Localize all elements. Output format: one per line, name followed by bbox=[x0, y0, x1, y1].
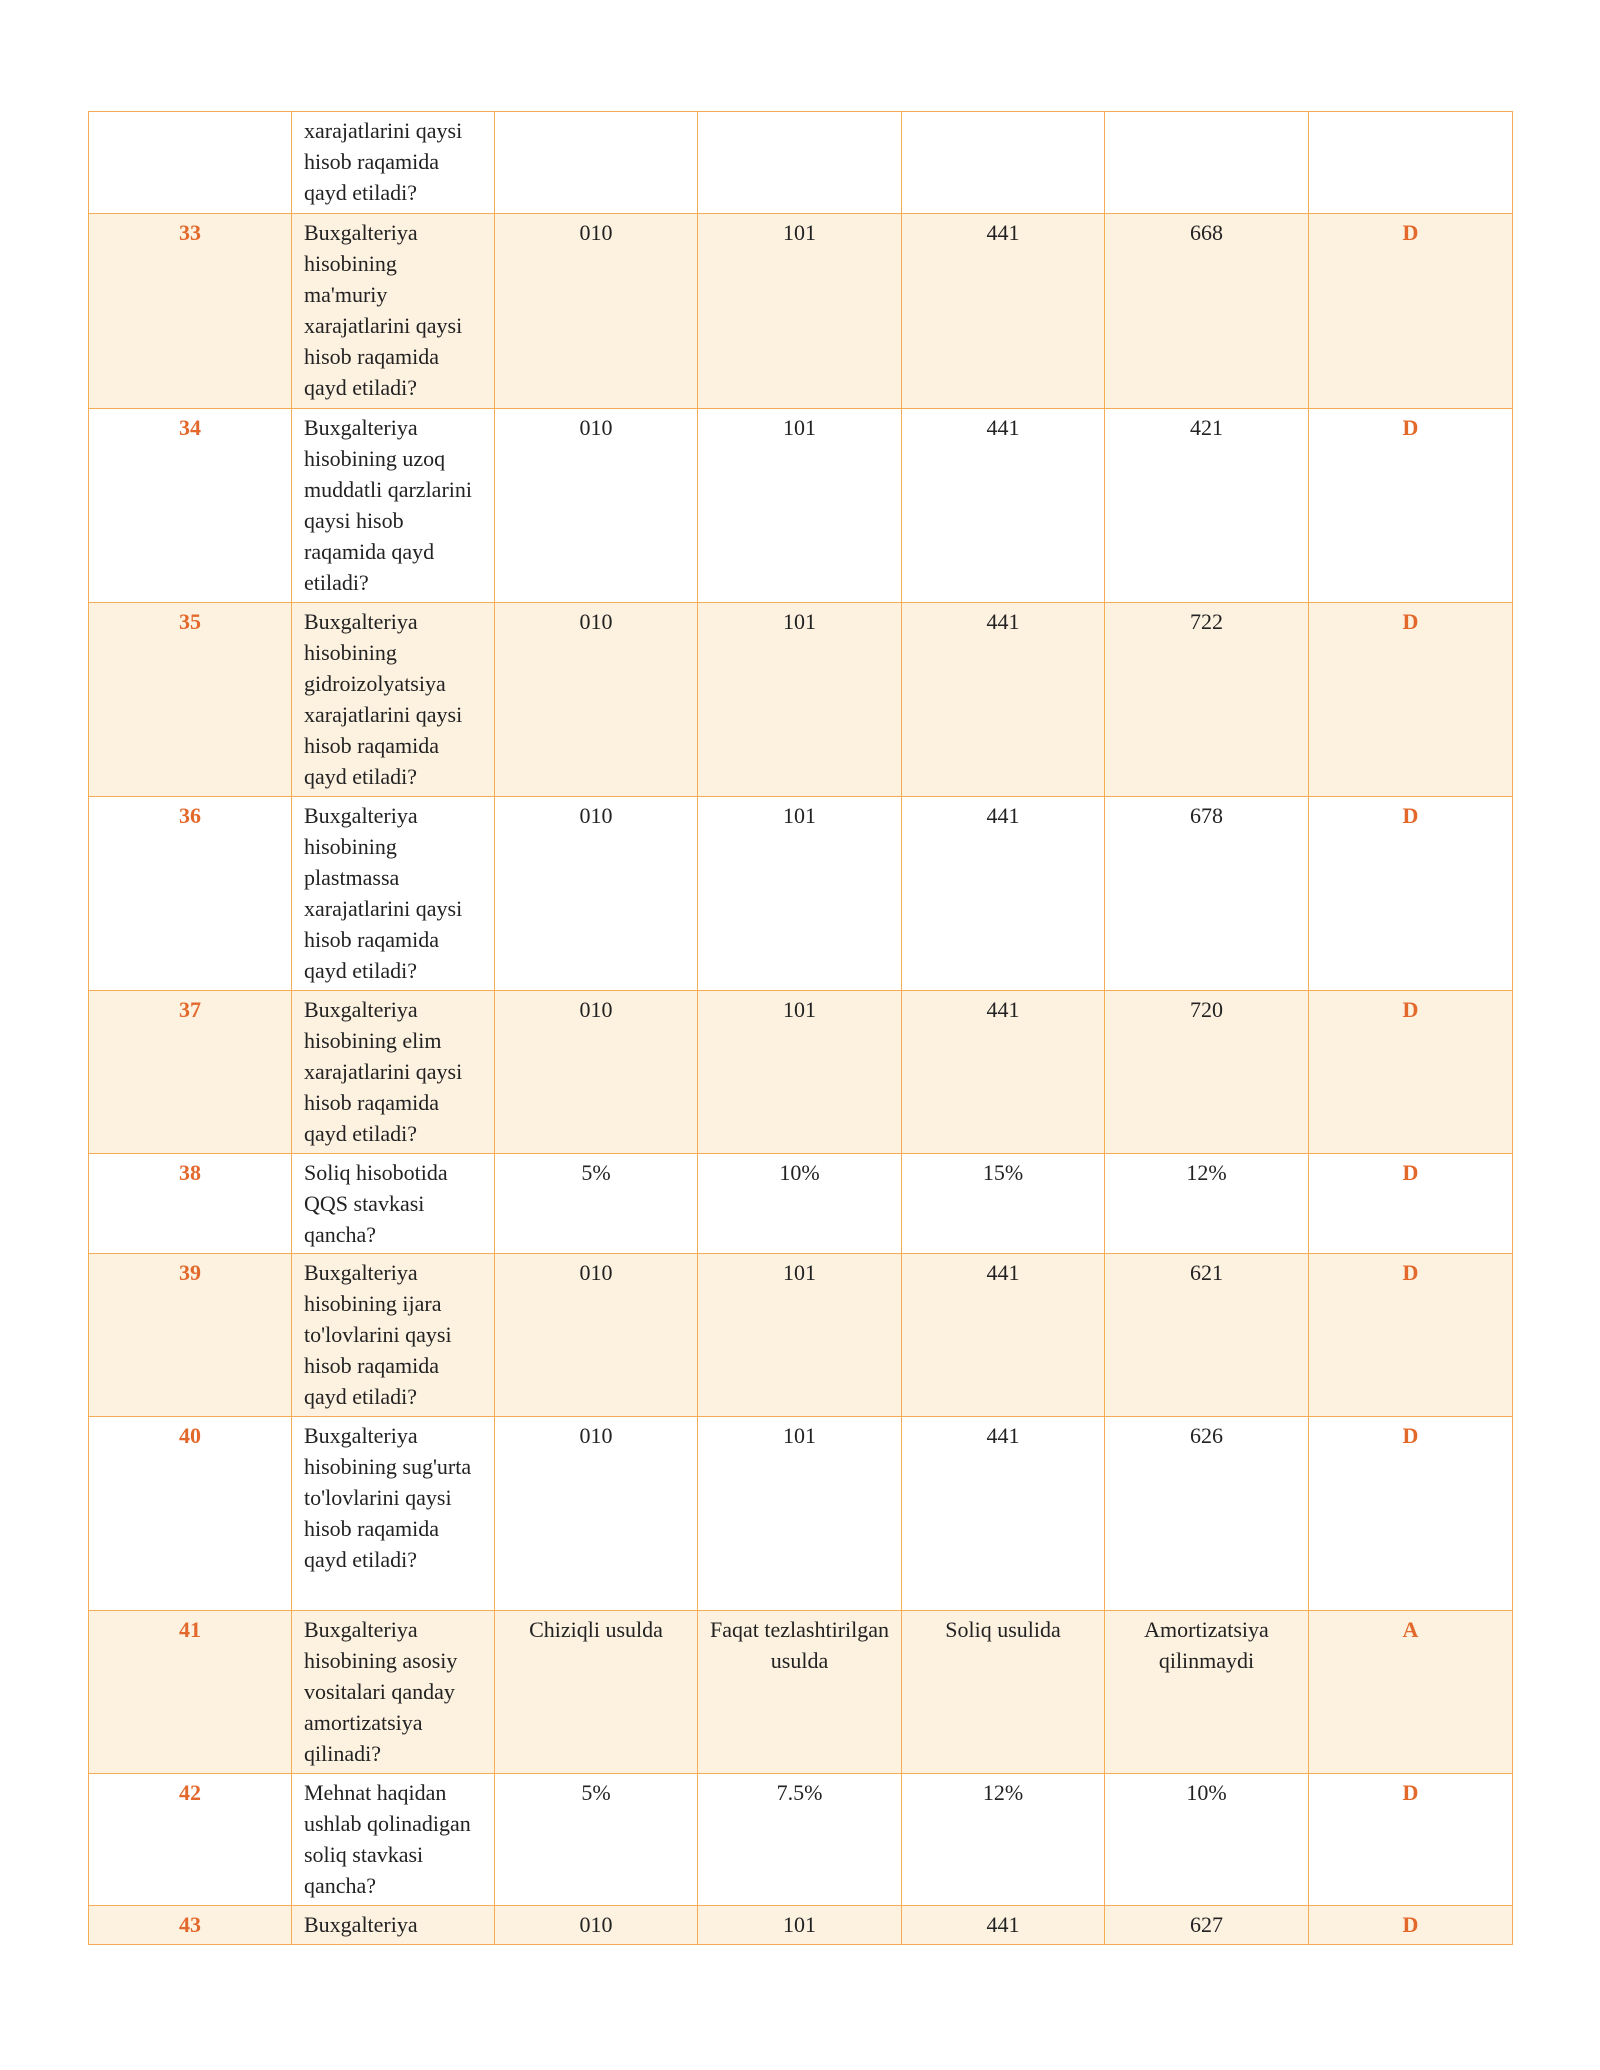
option-c: 12% bbox=[902, 1774, 1105, 1906]
option-c bbox=[902, 112, 1105, 214]
question-text: Buxgalteriya hisobining asosiy vositalari qanday amortizatsiya qilinadi? bbox=[292, 1611, 495, 1774]
table-row bbox=[89, 1154, 1513, 1254]
option-c: 441 bbox=[902, 797, 1105, 991]
question-number: 43 bbox=[89, 1906, 292, 1945]
question-text: Buxgalteriya hisobining ma'muriy xarajatlarini qaysi hisob raqamida qayd etiladi? bbox=[292, 214, 495, 409]
question-number: 37 bbox=[89, 991, 292, 1154]
question-number: 35 bbox=[89, 603, 292, 797]
option-d: 626 bbox=[1105, 1417, 1309, 1611]
question-text: Buxgalteriya hisobining ijara to'lovlarini qaysi hisob raqamida qayd etiladi? bbox=[292, 1254, 495, 1417]
question-text: Buxgalteriya hisobining elim xarajatlarini qaysi hisob raqamida qayd etiladi? bbox=[292, 991, 495, 1154]
option-c: 441 bbox=[902, 409, 1105, 603]
correct-answer: D bbox=[1309, 409, 1513, 603]
table-row bbox=[89, 112, 1513, 214]
option-d: 12% bbox=[1105, 1154, 1309, 1254]
option-c: 441 bbox=[902, 991, 1105, 1154]
option-d: 627 bbox=[1105, 1906, 1309, 1945]
correct-answer: D bbox=[1309, 1774, 1513, 1906]
option-b: 101 bbox=[698, 214, 902, 409]
question-number: 38 bbox=[89, 1154, 292, 1254]
question-table bbox=[88, 111, 1513, 1945]
option-a: 010 bbox=[495, 1254, 698, 1417]
option-c: 441 bbox=[902, 603, 1105, 797]
option-a: Chiziqli usulda bbox=[495, 1611, 698, 1774]
option-d: 678 bbox=[1105, 797, 1309, 991]
option-b: 101 bbox=[698, 991, 902, 1154]
table-row bbox=[89, 797, 1513, 991]
table-row bbox=[89, 1417, 1513, 1611]
question-number: 33 bbox=[89, 214, 292, 409]
correct-answer: D bbox=[1309, 603, 1513, 797]
option-a: 010 bbox=[495, 1417, 698, 1611]
option-b: 101 bbox=[698, 1254, 902, 1417]
question-text: Mehnat haqidan ushlab qolinadigan soliq stavkasi qancha? bbox=[292, 1774, 495, 1906]
table-row bbox=[89, 1906, 1513, 1945]
option-d bbox=[1105, 112, 1309, 214]
option-c: 15% bbox=[902, 1154, 1105, 1254]
table-row bbox=[89, 409, 1513, 603]
option-d: 720 bbox=[1105, 991, 1309, 1154]
option-a: 010 bbox=[495, 797, 698, 991]
question-number: 36 bbox=[89, 797, 292, 991]
option-c: 441 bbox=[902, 214, 1105, 409]
question-text: Buxgalteriya hisobining sug'urta to'lovlarini qaysi hisob raqamida qayd etiladi? bbox=[292, 1417, 495, 1611]
option-a bbox=[495, 112, 698, 214]
table-row bbox=[89, 1254, 1513, 1417]
question-text: xarajatlarini qaysi hisob raqamida qayd etiladi? bbox=[292, 112, 495, 214]
option-b: 101 bbox=[698, 1417, 902, 1611]
question-text: Soliq hisobotida QQS stavkasi qancha? bbox=[292, 1154, 495, 1254]
question-text: Buxgalteriya bbox=[292, 1906, 495, 1945]
correct-answer: D bbox=[1309, 1906, 1513, 1945]
correct-answer: D bbox=[1309, 797, 1513, 991]
option-a: 5% bbox=[495, 1154, 698, 1254]
correct-answer: D bbox=[1309, 1254, 1513, 1417]
option-a: 010 bbox=[495, 409, 698, 603]
option-d: 722 bbox=[1105, 603, 1309, 797]
table-row bbox=[89, 1774, 1513, 1906]
option-a: 010 bbox=[495, 603, 698, 797]
question-number: 41 bbox=[89, 1611, 292, 1774]
option-b: 7.5% bbox=[698, 1774, 902, 1906]
question-text: Buxgalteriya hisobining uzoq muddatli qarzlarini qaysi hisob raqamida qayd etiladi? bbox=[292, 409, 495, 603]
question-number: 39 bbox=[89, 1254, 292, 1417]
option-b: 101 bbox=[698, 409, 902, 603]
option-c: 441 bbox=[902, 1254, 1105, 1417]
table-row bbox=[89, 603, 1513, 797]
question-number: 34 bbox=[89, 409, 292, 603]
correct-answer bbox=[1309, 112, 1513, 214]
option-c: Soliq usulida bbox=[902, 1611, 1105, 1774]
option-d: 621 bbox=[1105, 1254, 1309, 1417]
option-c: 441 bbox=[902, 1417, 1105, 1611]
correct-answer: D bbox=[1309, 991, 1513, 1154]
option-d: 421 bbox=[1105, 409, 1309, 603]
option-a: 010 bbox=[495, 1906, 698, 1945]
option-c: 441 bbox=[902, 1906, 1105, 1945]
option-b bbox=[698, 112, 902, 214]
table-row bbox=[89, 991, 1513, 1154]
option-a: 010 bbox=[495, 991, 698, 1154]
option-d: 668 bbox=[1105, 214, 1309, 409]
correct-answer: D bbox=[1309, 214, 1513, 409]
option-b: 101 bbox=[698, 1906, 902, 1945]
option-b: 10% bbox=[698, 1154, 902, 1254]
question-number bbox=[89, 112, 292, 214]
option-d: Amortizatsiya qilinmaydi bbox=[1105, 1611, 1309, 1774]
question-text: Buxgalteriya hisobining plastmassa xarajatlarini qaysi hisob raqamida qayd etiladi? bbox=[292, 797, 495, 991]
correct-answer: D bbox=[1309, 1417, 1513, 1611]
question-number: 40 bbox=[89, 1417, 292, 1611]
question-text: Buxgalteriya hisobining gidroizolyatsiya xarajatlarini qaysi hisob raqamida qayd etiladi? bbox=[292, 603, 495, 797]
option-b: 101 bbox=[698, 797, 902, 991]
correct-answer: D bbox=[1309, 1154, 1513, 1254]
option-a: 010 bbox=[495, 214, 698, 409]
option-b: Faqat tezlashtirilgan usulda bbox=[698, 1611, 902, 1774]
table-row bbox=[89, 1611, 1513, 1774]
option-a: 5% bbox=[495, 1774, 698, 1906]
correct-answer: A bbox=[1309, 1611, 1513, 1774]
table-row bbox=[89, 214, 1513, 409]
question-number: 42 bbox=[89, 1774, 292, 1906]
option-d: 10% bbox=[1105, 1774, 1309, 1906]
option-b: 101 bbox=[698, 603, 902, 797]
